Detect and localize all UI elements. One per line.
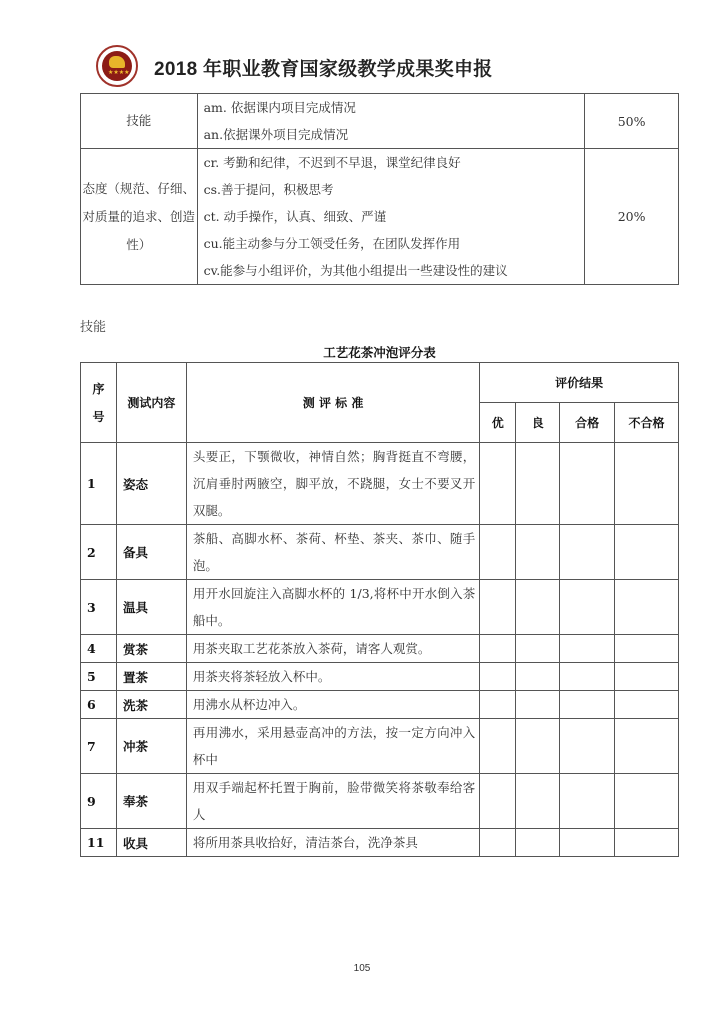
test-item: 置茶 xyxy=(116,663,186,691)
result-excellent-cell[interactable] xyxy=(480,691,516,719)
criteria-item: cv.能参与小组评价，为其他小组提出一些建设性的建议 xyxy=(203,263,508,278)
result-pass-cell[interactable] xyxy=(560,829,615,857)
result-pass-cell[interactable] xyxy=(560,774,615,829)
row-number: 1 xyxy=(81,443,117,525)
result-fail-cell[interactable] xyxy=(615,829,679,857)
section-label: 技能 xyxy=(80,320,107,335)
test-item: 温具 xyxy=(116,580,186,635)
table-row xyxy=(81,829,679,857)
test-standard: 头要正，下颚微收，神情自然；胸背挺直不弯腰，沉肩垂肘两腋空，脚平放，不跷腿，女士不要叉开双腿。 xyxy=(186,443,479,525)
row-number: 9 xyxy=(81,774,117,829)
result-pass-cell[interactable] xyxy=(560,719,615,774)
header-row xyxy=(81,363,679,403)
table-row xyxy=(81,94,679,149)
page-number: 105 xyxy=(353,963,371,974)
table-row xyxy=(81,691,679,719)
result-fail-cell[interactable] xyxy=(615,691,679,719)
test-standard: 茶船、高脚水杯、茶荷、杯垫、茶夹、茶巾、随手泡。 xyxy=(186,525,479,580)
criteria-item: am. 依据课内项目完成情况 xyxy=(203,100,356,115)
result-excellent-cell[interactable] xyxy=(480,719,516,774)
criteria-cell xyxy=(197,94,585,149)
result-good-cell[interactable] xyxy=(516,580,560,635)
test-item: 赏茶 xyxy=(116,635,186,663)
row-number: 7 xyxy=(81,719,117,774)
test-item: 收具 xyxy=(116,829,186,857)
test-item: 姿态 xyxy=(116,443,186,525)
test-item: 冲茶 xyxy=(116,719,186,774)
result-fail-cell[interactable] xyxy=(615,443,679,525)
row-number: 11 xyxy=(81,829,117,857)
row-number: 4 xyxy=(81,635,117,663)
assessment-table xyxy=(80,93,679,285)
result-excellent-cell[interactable] xyxy=(480,580,516,635)
header-result-group: 评价结果 xyxy=(480,363,679,403)
row-number: 5 xyxy=(81,663,117,691)
result-good-cell[interactable] xyxy=(516,635,560,663)
header-fail: 不合格 xyxy=(615,403,679,443)
header-pass: 合格 xyxy=(560,403,615,443)
result-excellent-cell[interactable] xyxy=(480,774,516,829)
table-row xyxy=(81,443,679,525)
criteria-item: cu.能主动参与分工领受任务，在团队发挥作用 xyxy=(203,236,461,251)
table-row xyxy=(81,774,679,829)
stars-icon: ★★★★ xyxy=(108,69,130,76)
horse-icon xyxy=(109,56,125,68)
result-good-cell[interactable] xyxy=(516,443,560,525)
test-item: 洗茶 xyxy=(116,691,186,719)
criteria-item: an.依据课外项目完成情况 xyxy=(203,127,349,142)
result-fail-cell[interactable] xyxy=(615,719,679,774)
result-pass-cell[interactable] xyxy=(560,635,615,663)
row-number: 6 xyxy=(81,691,117,719)
score-table xyxy=(80,362,679,857)
page-title: 2018 年职业教育国家级教学成果奖申报 xyxy=(154,59,493,80)
result-pass-cell[interactable] xyxy=(560,691,615,719)
table-row xyxy=(81,149,679,285)
row-number: 3 xyxy=(81,580,117,635)
table-row xyxy=(81,580,679,635)
result-excellent-cell[interactable] xyxy=(480,663,516,691)
weight-cell: 20% xyxy=(585,149,679,285)
result-good-cell[interactable] xyxy=(516,525,560,580)
result-fail-cell[interactable] xyxy=(615,580,679,635)
result-pass-cell[interactable] xyxy=(560,525,615,580)
test-item: 备具 xyxy=(116,525,186,580)
table-row xyxy=(81,663,679,691)
header-no: 序 号 xyxy=(81,363,117,443)
result-pass-cell[interactable] xyxy=(560,580,615,635)
result-good-cell[interactable] xyxy=(516,774,560,829)
result-good-cell[interactable] xyxy=(516,691,560,719)
header-good: 良 xyxy=(516,403,560,443)
criteria-cell xyxy=(197,149,585,285)
test-standard: 用开水回旋注入高脚水杯的 1/3,将杯中开水倒入茶船中。 xyxy=(186,580,479,635)
test-standard: 用双手端起杯托置于胸前，脸带微笑将茶敬奉给客人 xyxy=(186,774,479,829)
table-row xyxy=(81,719,679,774)
category-cell: 技能 xyxy=(81,94,198,149)
header-standard: 测 评 标 准 xyxy=(186,363,479,443)
test-standard: 再用沸水，采用悬壶高冲的方法，按一定方向冲入杯中 xyxy=(186,719,479,774)
result-good-cell[interactable] xyxy=(516,719,560,774)
result-fail-cell[interactable] xyxy=(615,663,679,691)
test-standard: 用茶夹将茶轻放入杯中。 xyxy=(186,663,479,691)
table-row xyxy=(81,525,679,580)
header-item: 测试内容 xyxy=(116,363,186,443)
test-standard: 将所用茶具收拾好，清洁茶台，洗净茶具 xyxy=(186,829,479,857)
criteria-item: cr. 考勤和纪律，不迟到不早退，课堂纪律良好 xyxy=(203,155,461,170)
result-fail-cell[interactable] xyxy=(615,525,679,580)
result-good-cell[interactable] xyxy=(516,829,560,857)
page-header xyxy=(96,42,656,94)
result-pass-cell[interactable] xyxy=(560,663,615,691)
header-excellent: 优 xyxy=(480,403,516,443)
school-emblem-icon xyxy=(96,45,138,87)
result-excellent-cell[interactable] xyxy=(480,829,516,857)
criteria-item: ct. 动手操作，认真、细致、严谨 xyxy=(203,209,387,224)
table-row xyxy=(81,635,679,663)
result-excellent-cell[interactable] xyxy=(480,443,516,525)
test-standard: 用沸水从杯边冲入。 xyxy=(186,691,479,719)
result-good-cell[interactable] xyxy=(516,663,560,691)
result-fail-cell[interactable] xyxy=(615,774,679,829)
result-excellent-cell[interactable] xyxy=(480,525,516,580)
result-excellent-cell[interactable] xyxy=(480,635,516,663)
category-cell: 态度（规范、仔细、对质量的追求、创造性） xyxy=(81,149,198,285)
weight-cell: 50% xyxy=(585,94,679,149)
result-fail-cell[interactable] xyxy=(615,635,679,663)
result-pass-cell[interactable] xyxy=(560,443,615,525)
row-number: 2 xyxy=(81,525,117,580)
test-item: 奉茶 xyxy=(116,774,186,829)
test-standard: 用茶夹取工艺花茶放入茶荷，请客人观赏。 xyxy=(186,635,479,663)
score-table-title: 工艺花茶冲泡评分表 xyxy=(323,345,436,360)
criteria-item: cs.善于提问，积极思考 xyxy=(203,182,334,197)
